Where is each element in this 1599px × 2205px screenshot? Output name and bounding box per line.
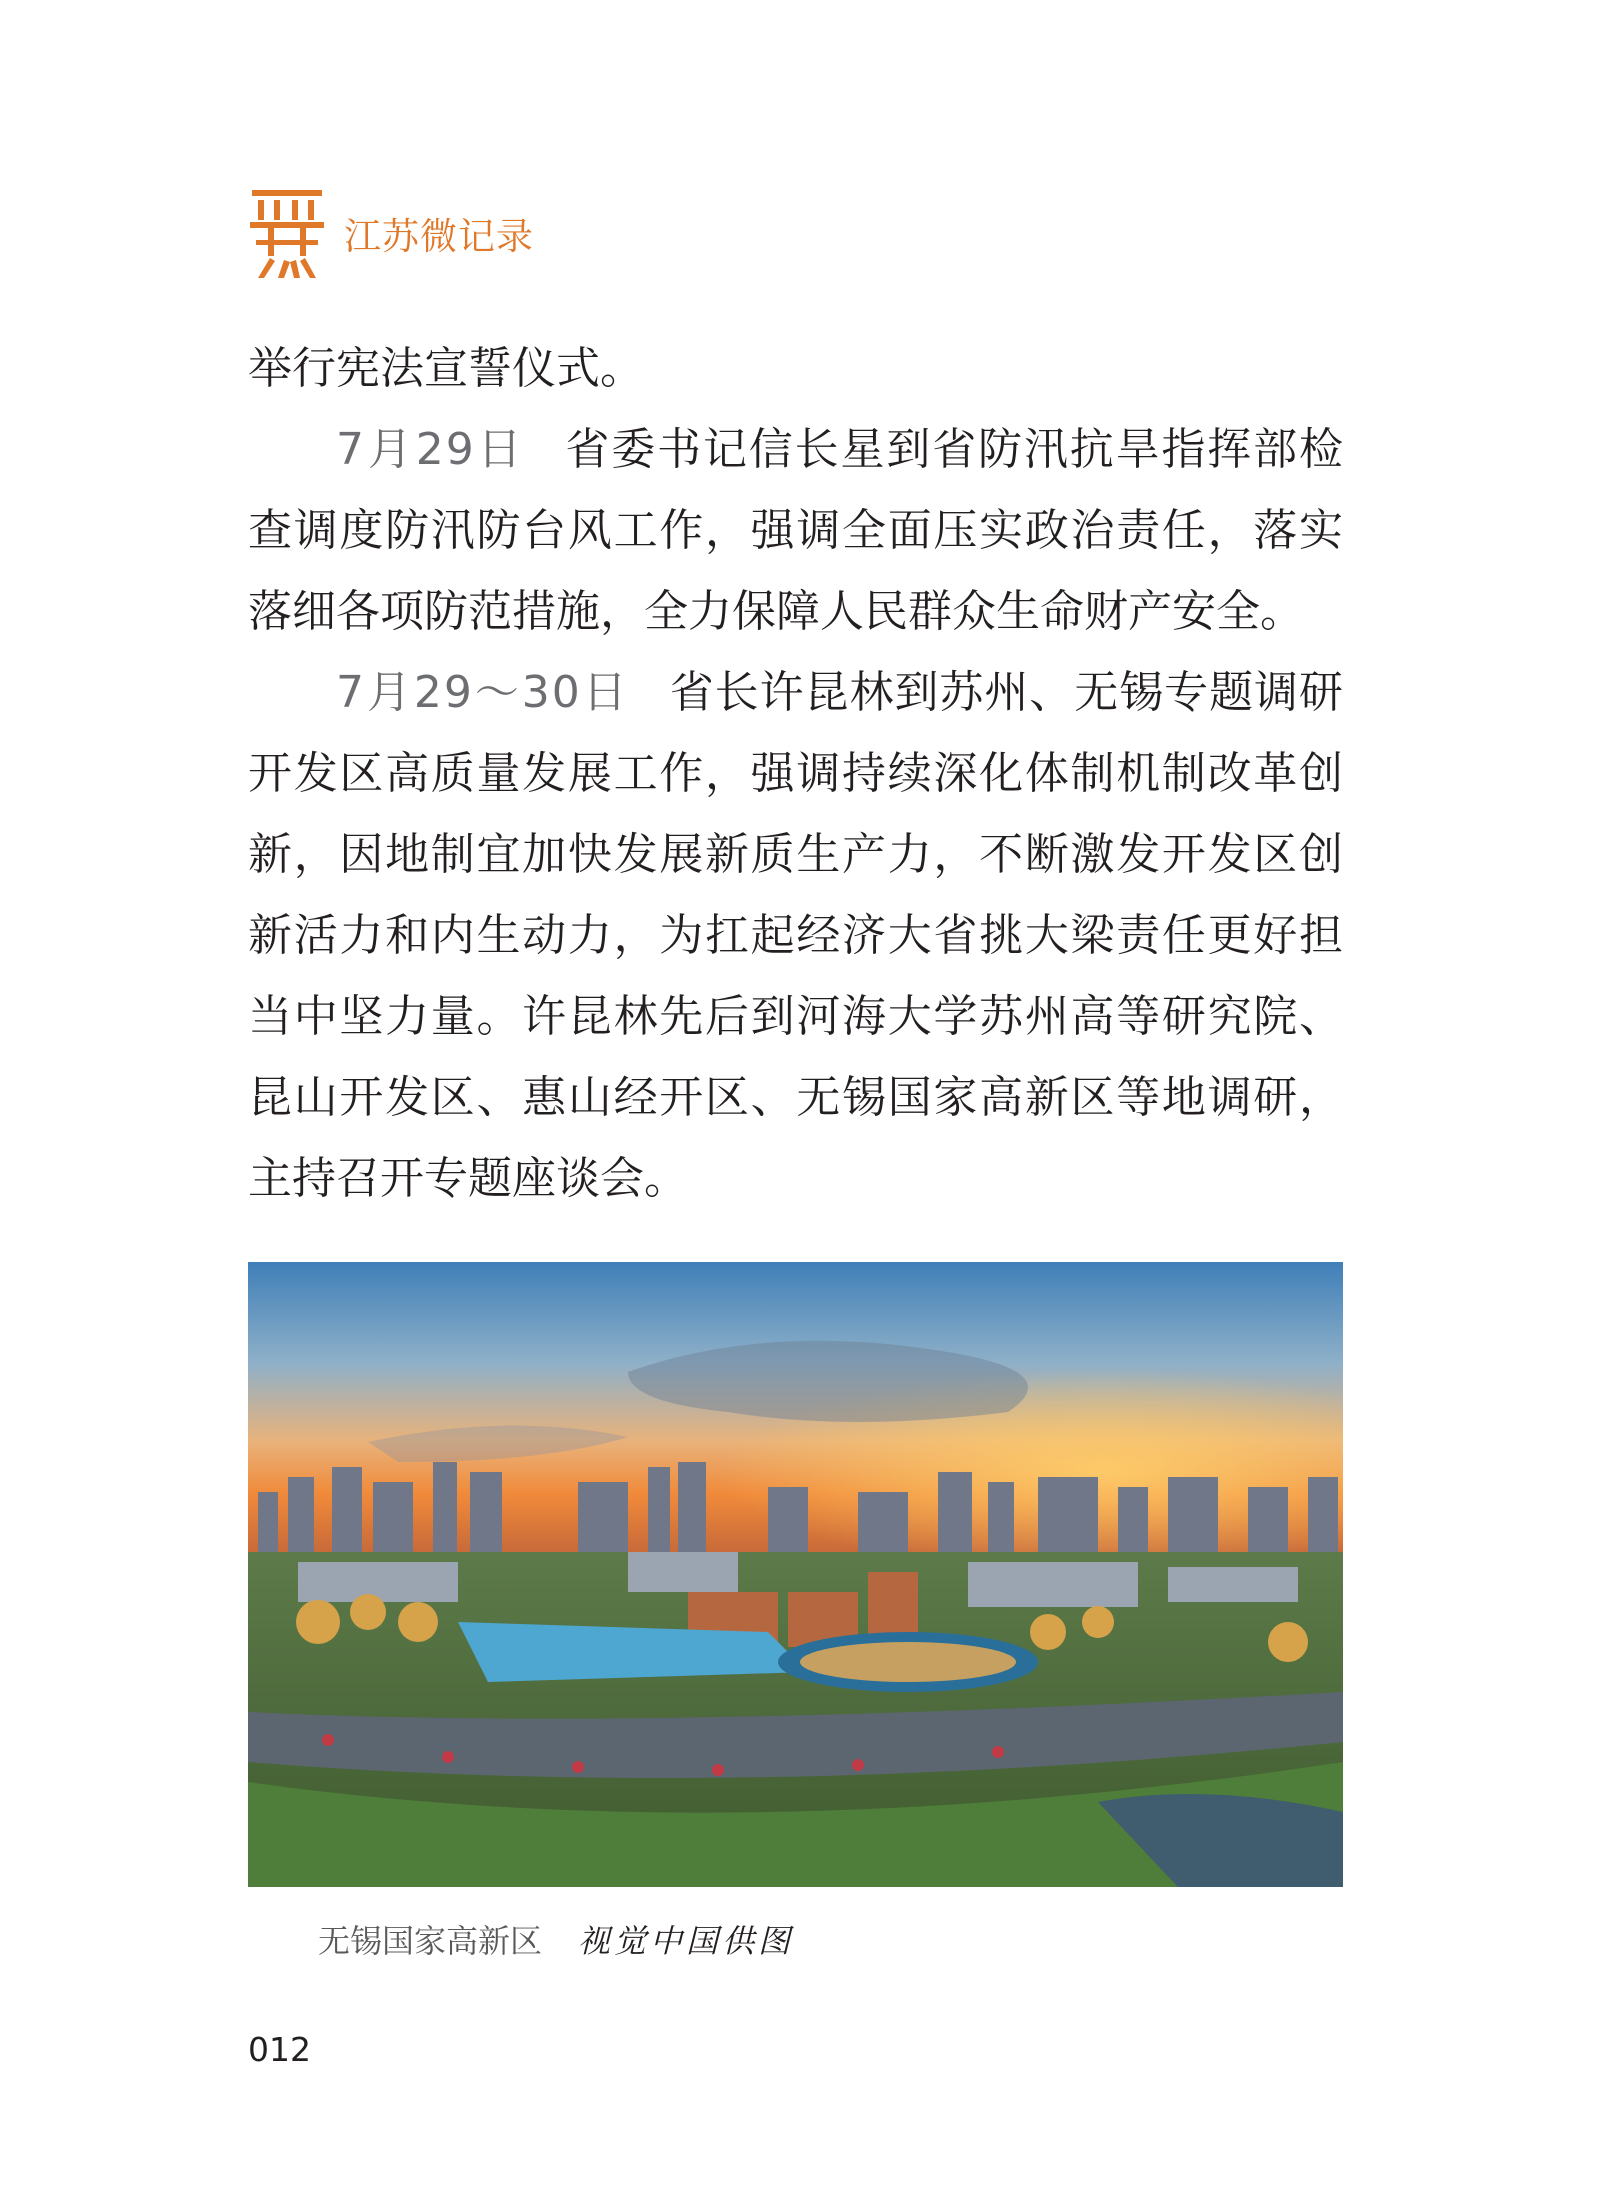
caption-credit: 视觉中国供图 <box>578 1922 795 1960</box>
chronicle-entry <box>248 409 1343 652</box>
city-photo <box>248 1262 1343 1887</box>
photo-caption <box>318 1916 794 1962</box>
continuation-paragraph: 举行宪法宣誓仪式。 <box>248 343 644 394</box>
entry-date: 7月29～30日 <box>336 667 630 718</box>
article-body <box>248 328 1343 1219</box>
entry-text: 省委书记信长星到省防汛抗旱指挥部检查调度防汛防台风工作，强调全面压实政治责任，落实落细各项防范措施，全力保障人民群众生命财产安全。 <box>248 424 1344 637</box>
jiangsu-logo-icon <box>248 188 326 278</box>
entry-text: 省长许昆林到苏州、无锡专题调研开发区高质量发展工作，强调持续深化体制机制改革创新，因地制宜加快发展新质生产力，不断激发开发区创新活力和内生动力，为扛起经济大省挑大梁责任更好担当中坚力量。许昆林先后到河海大学苏州高等研究院、昆山开发区、惠山经开区、无锡国家高新区等地调研，主持召开专题座谈会。 <box>248 667 1343 1204</box>
entry-date: 7月29日 <box>336 424 526 475</box>
chronicle-entry <box>248 652 1343 1219</box>
page-header <box>248 188 534 278</box>
caption-place: 无锡国家高新区 <box>318 1922 543 1960</box>
page-number: 012 <box>248 2030 311 2069</box>
series-title: 江苏微记录 <box>344 215 534 258</box>
